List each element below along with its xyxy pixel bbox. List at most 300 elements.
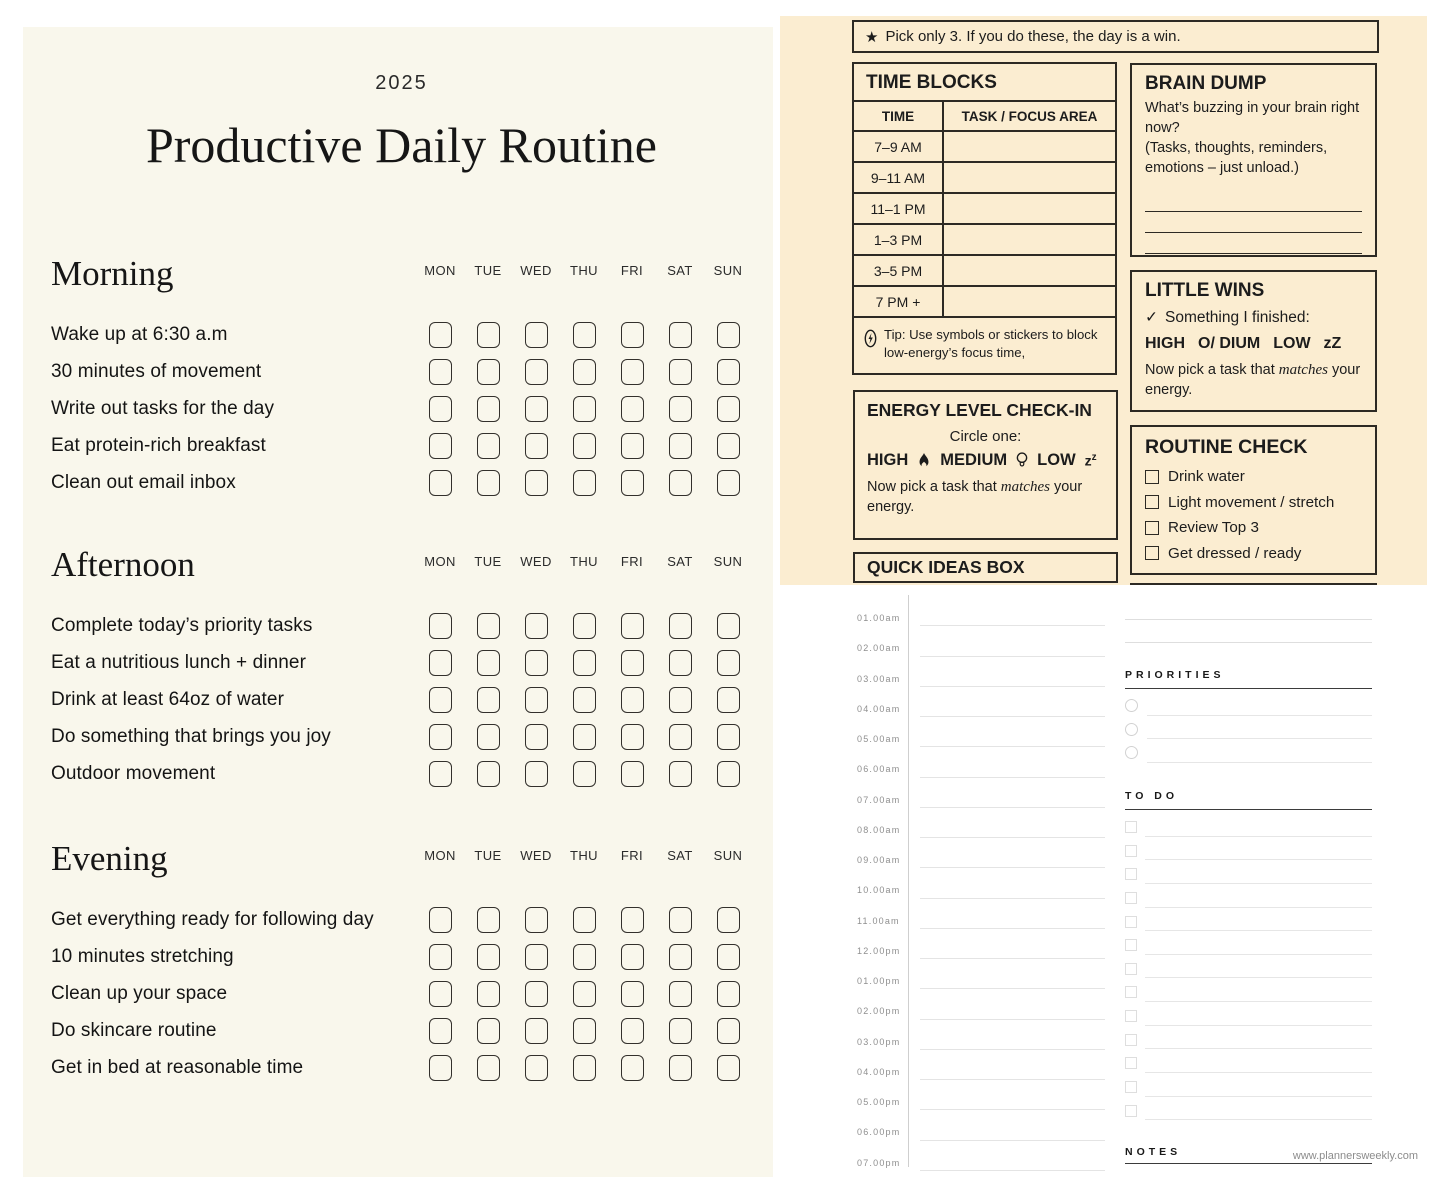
notes-rule bbox=[1125, 1163, 1372, 1164]
day-checkbox[interactable] bbox=[717, 433, 740, 459]
day-checkbox[interactable] bbox=[525, 1018, 548, 1044]
todo-checkbox[interactable] bbox=[1125, 916, 1137, 928]
day-checkbox[interactable] bbox=[621, 322, 644, 348]
day-checkbox[interactable] bbox=[525, 981, 548, 1007]
todo-row bbox=[1125, 863, 1372, 887]
routine-checkbox[interactable] bbox=[1145, 495, 1159, 509]
day-checkbox[interactable] bbox=[573, 981, 596, 1007]
day-checkbox[interactable] bbox=[717, 1018, 740, 1044]
schedule-row bbox=[840, 1027, 1105, 1057]
day-checkbox[interactable] bbox=[525, 761, 548, 787]
section-heading: Afternoon bbox=[51, 545, 195, 584]
schedule-write-line[interactable] bbox=[920, 686, 1105, 687]
day-checkbox[interactable] bbox=[477, 613, 500, 639]
day-label: FRI bbox=[620, 847, 644, 863]
day-checkbox[interactable] bbox=[525, 359, 548, 385]
todo-checkbox[interactable] bbox=[1125, 1105, 1137, 1117]
day-checkbox[interactable] bbox=[573, 613, 596, 639]
day-label: WED bbox=[520, 847, 552, 863]
schedule-write-line[interactable] bbox=[920, 1019, 1105, 1020]
day-checkbox[interactable] bbox=[717, 687, 740, 713]
priority-row bbox=[1125, 742, 1372, 766]
todo-write-line[interactable] bbox=[1145, 1025, 1372, 1026]
day-checkbox[interactable] bbox=[621, 687, 644, 713]
time-label: 02.00am bbox=[857, 643, 901, 654]
energy-high-option[interactable]: HIGH bbox=[867, 451, 909, 469]
todo-write-line[interactable] bbox=[1145, 859, 1372, 860]
day-checkbox[interactable] bbox=[429, 322, 452, 348]
priority-bullet[interactable] bbox=[1125, 699, 1138, 712]
schedule-write-line[interactable] bbox=[920, 716, 1105, 717]
day-checkbox[interactable] bbox=[525, 724, 548, 750]
day-label: FRI bbox=[620, 262, 644, 278]
schedule-write-line[interactable] bbox=[920, 867, 1105, 868]
todo-write-line[interactable] bbox=[1145, 836, 1372, 837]
task-label: Clean up your space bbox=[51, 982, 228, 1004]
day-checkbox[interactable] bbox=[669, 944, 692, 970]
schedule-write-line[interactable] bbox=[920, 837, 1105, 838]
schedule-row bbox=[840, 1117, 1105, 1147]
time-block-time: 1–3 PM bbox=[873, 231, 923, 248]
day-checkbox[interactable] bbox=[477, 322, 500, 348]
day-label: SAT bbox=[667, 262, 693, 278]
priority-write-line[interactable] bbox=[1147, 738, 1372, 739]
priority-row bbox=[1125, 719, 1372, 743]
day-checkbox[interactable] bbox=[669, 1018, 692, 1044]
day-label: SAT bbox=[667, 847, 693, 863]
time-label: 06.00pm bbox=[857, 1127, 901, 1138]
brain-dump-box bbox=[1130, 63, 1377, 257]
todo-row bbox=[1125, 1100, 1372, 1124]
week-checkboxes bbox=[416, 1018, 752, 1044]
priority-row bbox=[1125, 695, 1372, 719]
todo-write-line[interactable] bbox=[1145, 883, 1372, 884]
day-checkbox[interactable] bbox=[573, 724, 596, 750]
week-checkboxes bbox=[416, 761, 752, 787]
day-checkbox[interactable] bbox=[477, 724, 500, 750]
day-checkbox[interactable] bbox=[429, 433, 452, 459]
todo-row bbox=[1125, 840, 1372, 864]
time-block-task-cell[interactable] bbox=[942, 287, 1115, 316]
day-checkbox[interactable] bbox=[525, 470, 548, 496]
time-block-task-cell[interactable] bbox=[942, 225, 1115, 254]
day-checkbox[interactable] bbox=[525, 396, 548, 422]
todo-row bbox=[1125, 1052, 1372, 1076]
todo-write-line[interactable] bbox=[1145, 954, 1372, 955]
day-checkbox[interactable] bbox=[621, 761, 644, 787]
day-label: TUE bbox=[474, 847, 502, 863]
task-label: 10 minutes stretching bbox=[51, 945, 234, 967]
time-block-time: 7 PM + bbox=[875, 293, 921, 310]
time-label: 07.00pm bbox=[857, 1157, 901, 1168]
time-block-time: 3–5 PM bbox=[873, 262, 923, 279]
day-checkbox[interactable] bbox=[477, 907, 500, 933]
todo-write-line[interactable] bbox=[1145, 977, 1372, 978]
day-checkbox[interactable] bbox=[477, 1018, 500, 1044]
time-blocks-tip bbox=[854, 318, 1115, 373]
day-checkbox[interactable] bbox=[525, 1055, 548, 1081]
day-checkbox[interactable] bbox=[717, 470, 740, 496]
priorities-title: PRIORITIES bbox=[1125, 669, 1225, 681]
week-checkboxes bbox=[416, 433, 752, 459]
day-checkbox[interactable] bbox=[429, 613, 452, 639]
schedule-write-line[interactable] bbox=[920, 1109, 1105, 1110]
priorities-rule bbox=[1125, 688, 1372, 689]
todo-checkbox[interactable] bbox=[1125, 845, 1137, 857]
todo-checkbox[interactable] bbox=[1125, 1034, 1137, 1046]
day-checkbox[interactable] bbox=[621, 613, 644, 639]
task-label: Get in bed at reasonable time bbox=[51, 1056, 304, 1078]
day-checkbox[interactable] bbox=[477, 433, 500, 459]
schedule-row bbox=[840, 785, 1105, 815]
day-checkbox[interactable] bbox=[717, 724, 740, 750]
day-label: SUN bbox=[713, 847, 743, 863]
task-row bbox=[51, 719, 752, 756]
task-row bbox=[51, 901, 752, 938]
todo-title: TO DO bbox=[1125, 790, 1179, 802]
schedule-row bbox=[840, 906, 1105, 936]
schedule-write-line[interactable] bbox=[920, 928, 1105, 929]
time-label: 04.00pm bbox=[857, 1066, 901, 1077]
tip-text: Tip: Use symbols or stickers to block low-energy’s focus time, bbox=[884, 327, 1098, 360]
time-block-time: 11–1 PM bbox=[870, 200, 926, 217]
todo-checkbox[interactable] bbox=[1125, 1057, 1137, 1069]
day-checkbox[interactable] bbox=[669, 433, 692, 459]
schedule-row bbox=[840, 845, 1105, 875]
day-checkbox[interactable] bbox=[429, 396, 452, 422]
write-line[interactable] bbox=[1145, 191, 1362, 212]
day-label: SUN bbox=[713, 554, 743, 569]
week-checkboxes bbox=[416, 359, 752, 385]
schedule-write-line[interactable] bbox=[920, 777, 1105, 778]
day-checkbox[interactable] bbox=[717, 359, 740, 385]
day-checkbox[interactable] bbox=[477, 470, 500, 496]
day-header-row bbox=[416, 848, 752, 863]
focus-planner-page bbox=[780, 16, 1427, 585]
day-checkbox[interactable] bbox=[573, 396, 596, 422]
schedule-write-line[interactable] bbox=[920, 988, 1105, 989]
schedule-row bbox=[840, 754, 1105, 784]
task-row bbox=[51, 756, 752, 793]
day-checkbox[interactable] bbox=[669, 761, 692, 787]
daily-schedule-page bbox=[840, 585, 1440, 1200]
day-checkbox[interactable] bbox=[669, 359, 692, 385]
todo-write-line[interactable] bbox=[1145, 1072, 1372, 1073]
todo-write-line[interactable] bbox=[1145, 930, 1372, 931]
schedule-write-line[interactable] bbox=[920, 1079, 1105, 1080]
day-checkbox[interactable] bbox=[669, 470, 692, 496]
day-checkbox[interactable] bbox=[573, 907, 596, 933]
day-checkbox[interactable] bbox=[477, 944, 500, 970]
day-checkbox[interactable] bbox=[573, 470, 596, 496]
schedule-row bbox=[840, 1057, 1105, 1087]
priority-write-line[interactable] bbox=[1147, 715, 1372, 716]
day-checkbox[interactable] bbox=[621, 650, 644, 676]
task-label: 30 minutes of movement bbox=[51, 360, 262, 382]
routine-checkbox[interactable] bbox=[1145, 521, 1159, 535]
routine-item bbox=[1145, 494, 1362, 511]
day-checkbox[interactable] bbox=[477, 396, 500, 422]
todo-checkbox[interactable] bbox=[1125, 1010, 1137, 1022]
day-checkbox[interactable] bbox=[669, 724, 692, 750]
day-checkbox[interactable] bbox=[621, 724, 644, 750]
day-header-row bbox=[416, 263, 752, 278]
day-checkbox[interactable] bbox=[621, 981, 644, 1007]
time-block-task-cell[interactable] bbox=[942, 163, 1115, 192]
day-label: THU bbox=[570, 262, 598, 278]
week-checkboxes bbox=[416, 944, 752, 970]
todo-checkbox[interactable] bbox=[1125, 986, 1137, 998]
day-checkbox[interactable] bbox=[621, 1055, 644, 1081]
day-checkbox[interactable] bbox=[573, 650, 596, 676]
todo-write-line[interactable] bbox=[1145, 907, 1372, 908]
day-checkbox[interactable] bbox=[717, 650, 740, 676]
continuation-line[interactable] bbox=[1125, 619, 1372, 620]
week-checkboxes bbox=[416, 650, 752, 676]
sleep-zz-icon: $z^z$ bbox=[1084, 452, 1097, 469]
day-checkbox[interactable] bbox=[669, 613, 692, 639]
time-block-row bbox=[854, 163, 1115, 194]
routine-checkbox[interactable] bbox=[1145, 470, 1159, 484]
day-checkbox[interactable] bbox=[669, 981, 692, 1007]
priority-bullet[interactable] bbox=[1125, 746, 1138, 759]
schedule-write-line[interactable] bbox=[920, 746, 1105, 747]
time-block-row bbox=[854, 287, 1115, 318]
task-row bbox=[51, 1012, 752, 1049]
task-label: Do skincare routine bbox=[51, 1019, 217, 1041]
schedule-row bbox=[840, 875, 1105, 905]
time-block-row bbox=[854, 225, 1115, 256]
energy-low-option[interactable]: LOW bbox=[1037, 451, 1076, 469]
week-checkboxes bbox=[416, 396, 752, 422]
week-checkboxes bbox=[416, 1055, 752, 1081]
check-icon: ✓ bbox=[1145, 309, 1158, 326]
priority-bullet[interactable] bbox=[1125, 723, 1138, 736]
day-checkbox[interactable] bbox=[717, 944, 740, 970]
day-checkbox[interactable] bbox=[717, 322, 740, 348]
schedule-write-line[interactable] bbox=[920, 807, 1105, 808]
year-label: 2025 bbox=[375, 72, 428, 94]
task-row bbox=[51, 1049, 752, 1086]
day-checkbox[interactable] bbox=[621, 396, 644, 422]
day-checkbox[interactable] bbox=[573, 944, 596, 970]
day-checkbox[interactable] bbox=[525, 907, 548, 933]
banner-text: Pick only 3. If you do these, the day is a win. bbox=[885, 28, 1181, 45]
time-block-time: 9–11 AM bbox=[870, 169, 926, 186]
day-checkbox[interactable] bbox=[573, 1018, 596, 1044]
time-block-task-cell[interactable] bbox=[942, 132, 1115, 161]
day-checkbox[interactable] bbox=[669, 687, 692, 713]
day-checkbox[interactable] bbox=[573, 1055, 596, 1081]
day-checkbox[interactable] bbox=[669, 907, 692, 933]
day-checkbox[interactable] bbox=[429, 1018, 452, 1044]
time-label: 08.00am bbox=[857, 824, 901, 835]
task-row bbox=[51, 682, 752, 719]
flame-icon bbox=[917, 452, 931, 469]
day-checkbox[interactable] bbox=[573, 359, 596, 385]
schedule-row bbox=[840, 996, 1105, 1026]
day-checkbox[interactable] bbox=[477, 1055, 500, 1081]
todo-row bbox=[1125, 1076, 1372, 1100]
time-label: 10.00am bbox=[857, 885, 901, 896]
day-checkbox[interactable] bbox=[429, 981, 452, 1007]
schedule-write-line[interactable] bbox=[920, 898, 1105, 899]
todo-checkbox[interactable] bbox=[1125, 892, 1137, 904]
day-checkbox[interactable] bbox=[621, 359, 644, 385]
day-checkbox[interactable] bbox=[429, 687, 452, 713]
day-checkbox[interactable] bbox=[717, 396, 740, 422]
day-checkbox[interactable] bbox=[717, 761, 740, 787]
todo-row bbox=[1125, 958, 1372, 982]
time-block-row bbox=[854, 132, 1115, 163]
schedule-row bbox=[840, 694, 1105, 724]
day-checkbox[interactable] bbox=[429, 761, 452, 787]
continuation-line[interactable] bbox=[1125, 642, 1372, 643]
day-label: MON bbox=[424, 262, 456, 278]
task-label: Eat protein-rich breakfast bbox=[51, 434, 266, 456]
daily-routine-page bbox=[23, 27, 773, 1177]
schedule-row bbox=[840, 1148, 1105, 1178]
day-label: THU bbox=[570, 554, 598, 569]
todo-row bbox=[1125, 934, 1372, 958]
day-checkbox[interactable] bbox=[477, 981, 500, 1007]
task-label: Write out tasks for the day bbox=[51, 397, 275, 419]
todo-write-line[interactable] bbox=[1145, 1001, 1372, 1002]
time-label: 07.00am bbox=[857, 794, 901, 805]
day-checkbox[interactable] bbox=[573, 761, 596, 787]
section-afternoon bbox=[51, 546, 752, 793]
routine-check-box bbox=[1130, 425, 1377, 575]
star-icon: ★ bbox=[865, 28, 879, 46]
day-checkbox[interactable] bbox=[669, 650, 692, 676]
day-checkbox[interactable] bbox=[669, 322, 692, 348]
brain-dump-hint: (Tasks, thoughts, reminders, emotions – just unload.) bbox=[1145, 140, 1328, 176]
day-label: TUE bbox=[474, 262, 502, 278]
day-checkbox[interactable] bbox=[429, 724, 452, 750]
time-block-task-cell[interactable] bbox=[942, 256, 1115, 285]
circle-one-label: Circle one: bbox=[949, 428, 1022, 445]
schedule-write-line[interactable] bbox=[920, 625, 1105, 626]
schedule-row bbox=[840, 724, 1105, 754]
todo-write-line[interactable] bbox=[1145, 1048, 1372, 1049]
little-wins-title: LITTLE WINS bbox=[1145, 280, 1265, 301]
day-checkbox[interactable] bbox=[525, 322, 548, 348]
bulb-icon bbox=[1016, 451, 1028, 470]
day-checkbox[interactable] bbox=[477, 359, 500, 385]
day-checkbox[interactable] bbox=[525, 944, 548, 970]
schedule-write-line[interactable] bbox=[920, 1170, 1105, 1171]
time-label: 02.00pm bbox=[857, 1006, 901, 1017]
day-checkbox[interactable] bbox=[621, 907, 644, 933]
day-checkbox[interactable] bbox=[621, 1018, 644, 1044]
time-label: 05.00pm bbox=[857, 1097, 901, 1108]
day-checkbox[interactable] bbox=[573, 687, 596, 713]
day-checkbox[interactable] bbox=[429, 944, 452, 970]
todo-checkbox[interactable] bbox=[1125, 939, 1137, 951]
task-label: Drink at least 64oz of water bbox=[51, 689, 285, 710]
routine-check-title: ROUTINE CHECK bbox=[1145, 436, 1308, 458]
day-checkbox[interactable] bbox=[621, 433, 644, 459]
day-checkbox[interactable] bbox=[429, 359, 452, 385]
schedule-row bbox=[840, 664, 1105, 694]
routine-checkbox[interactable] bbox=[1145, 546, 1159, 560]
day-checkbox[interactable] bbox=[429, 650, 452, 676]
day-checkbox[interactable] bbox=[477, 761, 500, 787]
day-checkbox[interactable] bbox=[669, 1055, 692, 1081]
quick-ideas-box bbox=[853, 552, 1118, 583]
schedule-write-line[interactable] bbox=[920, 958, 1105, 959]
day-checkbox[interactable] bbox=[477, 687, 500, 713]
task-row bbox=[51, 427, 752, 464]
day-checkbox[interactable] bbox=[525, 650, 548, 676]
time-block-task-cell[interactable] bbox=[942, 194, 1115, 223]
task-label: Clean out email inbox bbox=[51, 471, 236, 493]
pick-three-banner bbox=[852, 20, 1379, 53]
day-checkbox[interactable] bbox=[573, 322, 596, 348]
day-checkbox[interactable] bbox=[429, 907, 452, 933]
schedule-row bbox=[840, 1087, 1105, 1117]
routine-label: Review Top 3 bbox=[1168, 519, 1259, 536]
day-checkbox[interactable] bbox=[525, 433, 548, 459]
priority-write-line[interactable] bbox=[1147, 762, 1372, 763]
day-checkbox[interactable] bbox=[621, 944, 644, 970]
todo-row bbox=[1125, 816, 1372, 840]
routine-item bbox=[1145, 468, 1362, 485]
energy-medium-option[interactable]: MEDIUM bbox=[940, 451, 1008, 469]
little-wins-energy-line: HIGH O/ DIUM LOW zZ bbox=[1145, 335, 1342, 352]
week-checkboxes bbox=[416, 687, 752, 713]
day-checkbox[interactable] bbox=[621, 470, 644, 496]
day-checkbox[interactable] bbox=[717, 907, 740, 933]
section-evening bbox=[51, 840, 752, 1087]
finished-line: ✓ Something I finished: bbox=[1145, 308, 1310, 326]
day-checkbox[interactable] bbox=[717, 613, 740, 639]
todo-write-line[interactable] bbox=[1145, 1096, 1372, 1097]
day-checkbox[interactable] bbox=[429, 470, 452, 496]
page-title: Productive Daily Routine bbox=[145, 117, 658, 173]
schedule-write-line[interactable] bbox=[920, 1049, 1105, 1050]
day-header-row bbox=[416, 554, 752, 569]
todo-checkbox[interactable] bbox=[1125, 963, 1137, 975]
todo-checkbox[interactable] bbox=[1125, 868, 1137, 880]
energy-checkin-box bbox=[853, 390, 1118, 540]
day-checkbox[interactable] bbox=[573, 433, 596, 459]
todo-row bbox=[1125, 981, 1372, 1005]
watermark: www.plannersweekly.com bbox=[1292, 1150, 1418, 1162]
day-label: FRI bbox=[620, 554, 644, 569]
day-checkbox[interactable] bbox=[525, 687, 548, 713]
day-checkbox[interactable] bbox=[477, 650, 500, 676]
day-label: SAT bbox=[667, 554, 693, 569]
write-line[interactable] bbox=[1145, 233, 1362, 254]
lightning-icon bbox=[864, 329, 877, 348]
routine-label: Get dressed / ready bbox=[1168, 544, 1302, 562]
day-checkbox[interactable] bbox=[669, 396, 692, 422]
day-checkbox[interactable] bbox=[429, 1055, 452, 1081]
day-checkbox[interactable] bbox=[717, 1055, 740, 1081]
schedule-write-line[interactable] bbox=[920, 656, 1105, 657]
todo-checkbox[interactable] bbox=[1125, 1081, 1137, 1093]
day-label: MON bbox=[424, 847, 456, 863]
day-checkbox[interactable] bbox=[525, 613, 548, 639]
write-line[interactable] bbox=[1145, 212, 1362, 233]
todo-write-line[interactable] bbox=[1145, 1119, 1372, 1120]
energy-note: Now pick a task that matches your energy. bbox=[867, 479, 1083, 515]
todo-checkbox[interactable] bbox=[1125, 821, 1137, 833]
schedule-write-line[interactable] bbox=[920, 1140, 1105, 1141]
day-checkbox[interactable] bbox=[717, 981, 740, 1007]
todo-row bbox=[1125, 887, 1372, 911]
